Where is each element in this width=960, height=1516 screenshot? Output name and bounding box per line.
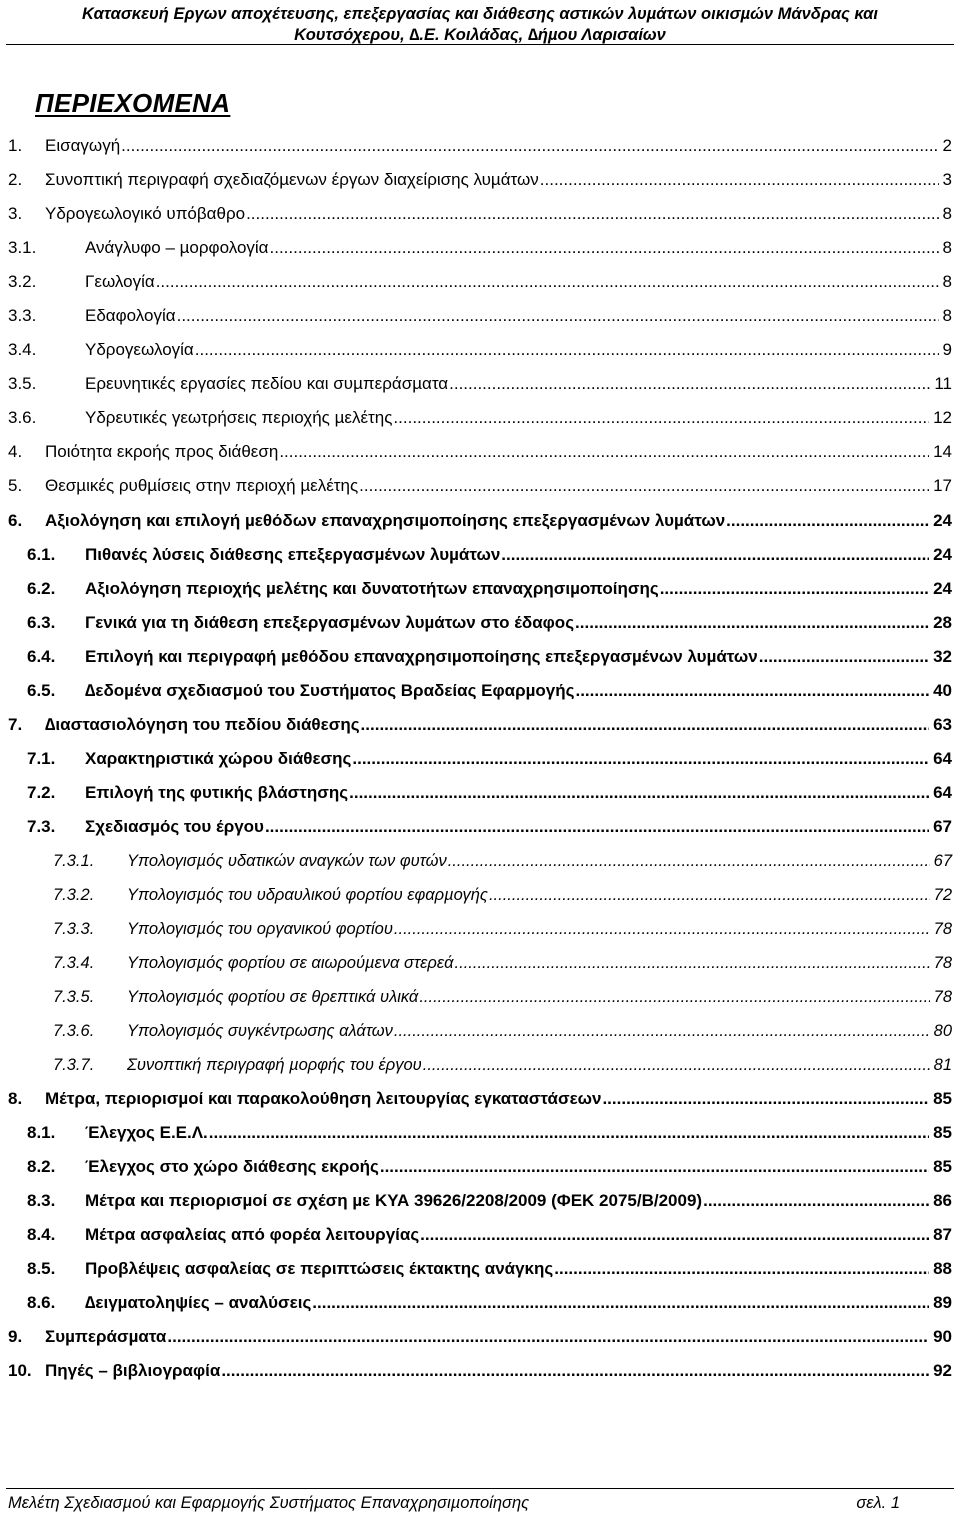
header-line-1: Κατασκευή Εργων αποχέτευσης, επεξεργασίας και διάθεσης αστικών λυµάτων οικισµών Μάνδρας και (82, 5, 878, 23)
toc-entry-title: Πιθανές λύσεις διάθεσης επεξεργασµένων λυµάτων (85, 545, 501, 564)
toc-entry[interactable] (8, 407, 952, 429)
toc-entry-title: Υπολογισµός φορτίου σε αιωρούµενα στερεά (127, 954, 454, 972)
toc-entry[interactable] (27, 1224, 952, 1246)
toc-entry-page: 72 (933, 886, 952, 904)
toc-entry[interactable] (8, 203, 952, 225)
toc-dot-leader (265, 816, 929, 838)
toc-entry-page: 92 (933, 1361, 952, 1380)
toc-entry[interactable] (8, 135, 952, 157)
toc-entry-title: Υδρογεωλογικό υπόβαθρο (45, 204, 246, 223)
toc-entry-number: 6.4. (27, 647, 56, 666)
toc-entry[interactable] (53, 918, 952, 940)
toc-entry[interactable] (27, 1258, 952, 1280)
toc-entry-title: Εισαγωγή (45, 136, 121, 155)
footer-document-title: Μελέτη Σχεδιασµού και Εφαρµογής Συστήµατος Επαναχρησιµοποίησης (8, 1494, 530, 1512)
footer-divider (6, 1488, 954, 1489)
toc-entry[interactable] (8, 510, 952, 532)
toc-entry[interactable] (8, 1088, 952, 1110)
toc-entry-page: 8 (942, 204, 952, 223)
toc-entry-title: Συνοπτική περιγραφή σχεδιαζόµενων έργων διαχείρισης λυµάτων (45, 170, 539, 189)
toc-dot-leader (660, 578, 929, 600)
toc-entry-page: 11 (934, 374, 952, 393)
footer-page-number: σελ. 1 (856, 1494, 900, 1512)
toc-entry[interactable] (8, 1360, 952, 1382)
toc-entry-number: 8.5. (27, 1259, 56, 1278)
toc-entry-page: 85 (933, 1089, 952, 1108)
toc-entry-number: 7.2. (27, 783, 56, 802)
toc-entry[interactable] (8, 441, 952, 463)
toc-entry-number: 9. (8, 1327, 23, 1346)
toc-entry-title: Χαρακτηριστικά χώρου διάθεσης (85, 749, 352, 768)
toc-entry-number: 3. (8, 204, 23, 223)
toc-entry-title: Πηγές – βιβλιογραφία (45, 1361, 221, 1380)
toc-entry-page: 8 (942, 272, 952, 291)
toc-dot-leader (209, 1122, 929, 1144)
toc-entry-title: Έλεγχος στο χώρο διάθεσης εκροής (85, 1157, 379, 1176)
toc-dot-leader (195, 339, 939, 361)
toc-entry[interactable] (27, 1190, 952, 1212)
toc-dot-leader (359, 475, 929, 497)
toc-entry[interactable] (27, 1292, 952, 1314)
toc-entry-number: 6.2. (27, 579, 56, 598)
toc-entry[interactable] (8, 714, 952, 736)
header-line-2: Κουτσόχερου, ∆.Ε. Κοιλάδας, ∆ήµου Λαρισαίων (294, 26, 666, 44)
toc-dot-leader (703, 1190, 929, 1212)
toc-entry-title: Θεσµικές ρυθµίσεις στην περιοχή µελέτης (45, 476, 359, 495)
toc-entry-title: Συµπεράσµατα (45, 1327, 167, 1346)
toc-entry-number: 3.1. (8, 238, 37, 257)
toc-entry-title: Προβλέψεις ασφαλείας σε περιπτώσεις έκτακτης ανάγκης (85, 1259, 554, 1278)
toc-entry-number: 8.3. (27, 1191, 56, 1210)
toc-entry-number: 7.3. (27, 817, 56, 836)
toc-entry-page: 24 (933, 579, 952, 598)
toc-entry-number: 8. (8, 1089, 23, 1108)
toc-entry[interactable] (8, 475, 952, 497)
toc-entry-title: Υδρευτικές γεωτρήσεις περιοχής µελέτης (85, 408, 393, 427)
toc-entry-page: 2 (942, 136, 952, 155)
toc-entry-page: 90 (933, 1327, 952, 1346)
toc-entry[interactable] (27, 578, 952, 600)
toc-entry-number: 8.4. (27, 1225, 56, 1244)
toc-entry[interactable] (8, 305, 952, 327)
toc-entry-number: 8.2. (27, 1157, 56, 1176)
toc-entry-page: 9 (942, 340, 952, 359)
toc-entry-number: 3.2. (8, 272, 37, 291)
toc-entry-number: 3.4. (8, 340, 37, 359)
toc-entry-title: Γενικά για τη διάθεση επεξεργασµένων λυµάτων στο έδαφος (85, 613, 575, 632)
page-header (0, 0, 960, 46)
toc-entry[interactable] (27, 1156, 952, 1178)
toc-entry-page: 86 (933, 1191, 952, 1210)
toc-entry-title: Επιλογή και περιγραφή µεθόδου επαναχρησιµοποίησης επεξεργασµένων λυµάτων (85, 647, 758, 666)
toc-entry-page: 8 (942, 306, 952, 325)
toc-entry-number: 7.3.1. (53, 852, 95, 870)
toc-entry-number: 7.3.7. (53, 1056, 95, 1074)
toc-dot-leader (121, 135, 938, 157)
toc-entry-title: Υπολογισµός υδατικών αναγκών των φυτών (127, 852, 447, 870)
toc-entry-title: Μέτρα και περιορισµοί σε σχέση µε ΚΥΑ 39626/2208/2009 (ΦΕΚ 2075/Β/2009) (85, 1191, 703, 1210)
toc-entry-title: Μέτρα, περιορισµοί και παρακολούθηση λειτουργίας εγκαταστάσεων (45, 1089, 602, 1108)
toc-entry[interactable] (8, 373, 952, 395)
toc-dot-leader (380, 1156, 929, 1178)
toc-entry-number: 4. (8, 442, 23, 461)
toc-entry[interactable] (8, 271, 952, 293)
toc-dot-leader (726, 510, 929, 532)
toc-entry-number: 7.1. (27, 749, 56, 768)
toc-entry-page: 24 (933, 511, 952, 530)
toc-dot-leader (279, 441, 929, 463)
toc-entry-page: 64 (933, 783, 952, 802)
toc-entry-number: 7.3.4. (53, 954, 95, 972)
toc-dot-leader (540, 169, 939, 191)
toc-entry-number: 1. (8, 136, 23, 155)
toc-entry-page: 78 (933, 920, 952, 938)
toc-dot-leader (221, 1360, 929, 1382)
toc-entry-title: Υπολογισµός του υδραυλικού φορτίου εφαρµογής (127, 886, 488, 904)
toc-entry-page: 28 (933, 613, 952, 632)
toc-dot-leader (419, 986, 929, 1008)
toc-entry-title: Έλεγχος Ε.Ε.Λ. (85, 1123, 208, 1142)
toc-dot-leader (448, 850, 930, 872)
toc-entry[interactable] (27, 782, 952, 804)
toc-dot-leader (361, 714, 930, 736)
toc-entry-number: 3.3. (8, 306, 37, 325)
toc-entry-number: 6.1. (27, 545, 56, 564)
toc-entry-page: 78 (933, 988, 952, 1006)
toc-dot-leader (455, 952, 930, 974)
toc-entry-page: 89 (933, 1293, 952, 1312)
toc-entry-page: 81 (933, 1056, 952, 1074)
toc-entry-title: Υδρογεωλογία (85, 340, 194, 359)
toc-entry-page: 17 (933, 476, 952, 495)
toc-entry[interactable] (53, 952, 952, 974)
toc-entry-number: 6.5. (27, 681, 56, 700)
toc-entry[interactable] (53, 1020, 952, 1042)
toc-entry-page: 3 (942, 170, 952, 189)
toc-entry-page: 67 (933, 852, 952, 870)
toc-dot-leader (177, 305, 939, 327)
toc-dot-leader (602, 1088, 929, 1110)
toc-entry-page: 8 (942, 238, 952, 257)
toc-entry[interactable] (8, 169, 952, 191)
toc-entry[interactable] (53, 850, 952, 872)
toc-dot-leader (489, 884, 930, 906)
toc-entry-number: 7.3.2. (53, 886, 95, 904)
toc-entry-number: 2. (8, 170, 23, 189)
toc-entry-number: 3.6. (8, 408, 37, 427)
toc-dot-leader (575, 680, 929, 702)
toc-entry-number: 7.3.5. (53, 988, 95, 1006)
toc-entry[interactable] (8, 1326, 952, 1348)
toc-entry[interactable] (27, 544, 952, 566)
toc-dot-leader (449, 373, 930, 395)
toc-dot-leader (156, 271, 939, 293)
toc-dot-leader (394, 1020, 930, 1042)
toc-entry-title: ∆ιαστασιολόγηση του πεδίου διάθεσης (45, 715, 360, 734)
toc-dot-leader (575, 612, 929, 634)
toc-entry-page: 80 (933, 1022, 952, 1040)
toc-entry-number: 7. (8, 715, 23, 734)
toc-entry-title: Υπολογισµός συγκέντρωσης αλάτων (127, 1022, 393, 1040)
toc-entry-title: Υπολογισµός του οργανικού φορτίου (127, 920, 393, 938)
toc-entry-page: 87 (933, 1225, 952, 1244)
toc-entry-title: Αξιολόγηση περιοχής µελέτης και δυνατοτήτων επαναχρησιµοποίησης (85, 579, 659, 598)
toc-title: ΠΕΡΙΕΧΟΜΕΝΑ (35, 88, 231, 118)
toc-entry-number: 8.1. (27, 1123, 56, 1142)
toc-dot-leader (423, 1054, 930, 1076)
toc-entry[interactable] (27, 816, 952, 838)
toc-entry-title: Ανάγλυφο – µορφολογία (85, 238, 269, 257)
toc-entry-page: 85 (933, 1157, 952, 1176)
toc-entry-number: 6.3. (27, 613, 56, 632)
toc-dot-leader (167, 1326, 929, 1348)
toc-entry-number: 10. (8, 1361, 32, 1380)
toc-entry-number: 7.3.6. (53, 1022, 95, 1040)
toc-entry[interactable] (27, 1122, 952, 1144)
toc-entry-title: ∆ειγµατοληψίες – αναλύσεις (85, 1293, 312, 1312)
toc-entry[interactable] (53, 986, 952, 1008)
toc-entry-page: 40 (933, 681, 952, 700)
toc-entry-number: 7.3.3. (53, 920, 95, 938)
toc-entry-title: Ερευνητικές εργασίες πεδίου και συµπεράσµατα (85, 374, 449, 393)
toc-entry[interactable] (27, 646, 952, 668)
toc-dot-leader (246, 203, 938, 225)
toc-entry-page: 85 (933, 1123, 952, 1142)
toc-entry-page: 64 (933, 749, 952, 768)
toc-dot-leader (352, 748, 929, 770)
toc-dot-leader (394, 918, 930, 940)
toc-entry[interactable] (53, 1054, 952, 1076)
toc-entry-number: 3.5. (8, 374, 37, 393)
toc-entry-title: Ποιότητα εκροής προς διάθεση (45, 442, 279, 461)
toc-entry-page: 67 (933, 817, 952, 836)
toc-dot-leader (270, 237, 939, 259)
toc-entry-title: ∆εδοµένα σχεδιασµού του Συστήµατος Βραδείας Εφαρµογής (85, 681, 575, 700)
header-divider (6, 44, 954, 45)
toc-dot-leader (420, 1224, 929, 1246)
toc-entry[interactable] (27, 612, 952, 634)
toc-dot-leader (393, 407, 929, 429)
toc-entry-page: 24 (933, 545, 952, 564)
toc-entry-title: Γεωλογία (85, 272, 155, 291)
toc-entry-title: Εδαφολογία (85, 306, 176, 325)
toc-entry-title: Επιλογή της φυτικής βλάστησης (85, 783, 349, 802)
toc-entry-number: 5. (8, 476, 23, 495)
toc-dot-leader (759, 646, 929, 668)
toc-entry-title: Συνοπτική περιγραφή µορφής του έργου (127, 1056, 422, 1074)
toc-entry-title: Μέτρα ασφαλείας από φορέα λειτουργίας (85, 1225, 420, 1244)
toc-entry-title: Αξιολόγηση και επιλογή µεθόδων επαναχρησιµοποίησης επεξεργασµένων λυµάτων (45, 511, 726, 530)
toc-entry[interactable] (8, 339, 952, 361)
toc-entry-page: 78 (933, 954, 952, 972)
toc-dot-leader (501, 544, 929, 566)
toc-entry-number: 8.6. (27, 1293, 56, 1312)
toc-dot-leader (554, 1258, 929, 1280)
toc-entry-title: Σχεδιασµός του έργου (85, 817, 264, 836)
toc-entry-page: 88 (933, 1259, 952, 1278)
toc-entry-page: 32 (933, 647, 952, 666)
toc-entry-page: 63 (933, 715, 952, 734)
toc-entry-page: 12 (933, 408, 952, 427)
toc-entry-page: 14 (933, 442, 952, 461)
toc-entry-title: Υπολογισµός φορτίου σε θρεπτικά υλικά (127, 988, 419, 1006)
toc-dot-leader (349, 782, 929, 804)
toc-entry[interactable] (27, 680, 952, 702)
toc-entry[interactable] (8, 237, 952, 259)
toc-entry[interactable] (27, 748, 952, 770)
toc-entry-number: 6. (8, 511, 23, 530)
toc-dot-leader (312, 1292, 929, 1314)
toc-entry[interactable] (53, 884, 952, 906)
